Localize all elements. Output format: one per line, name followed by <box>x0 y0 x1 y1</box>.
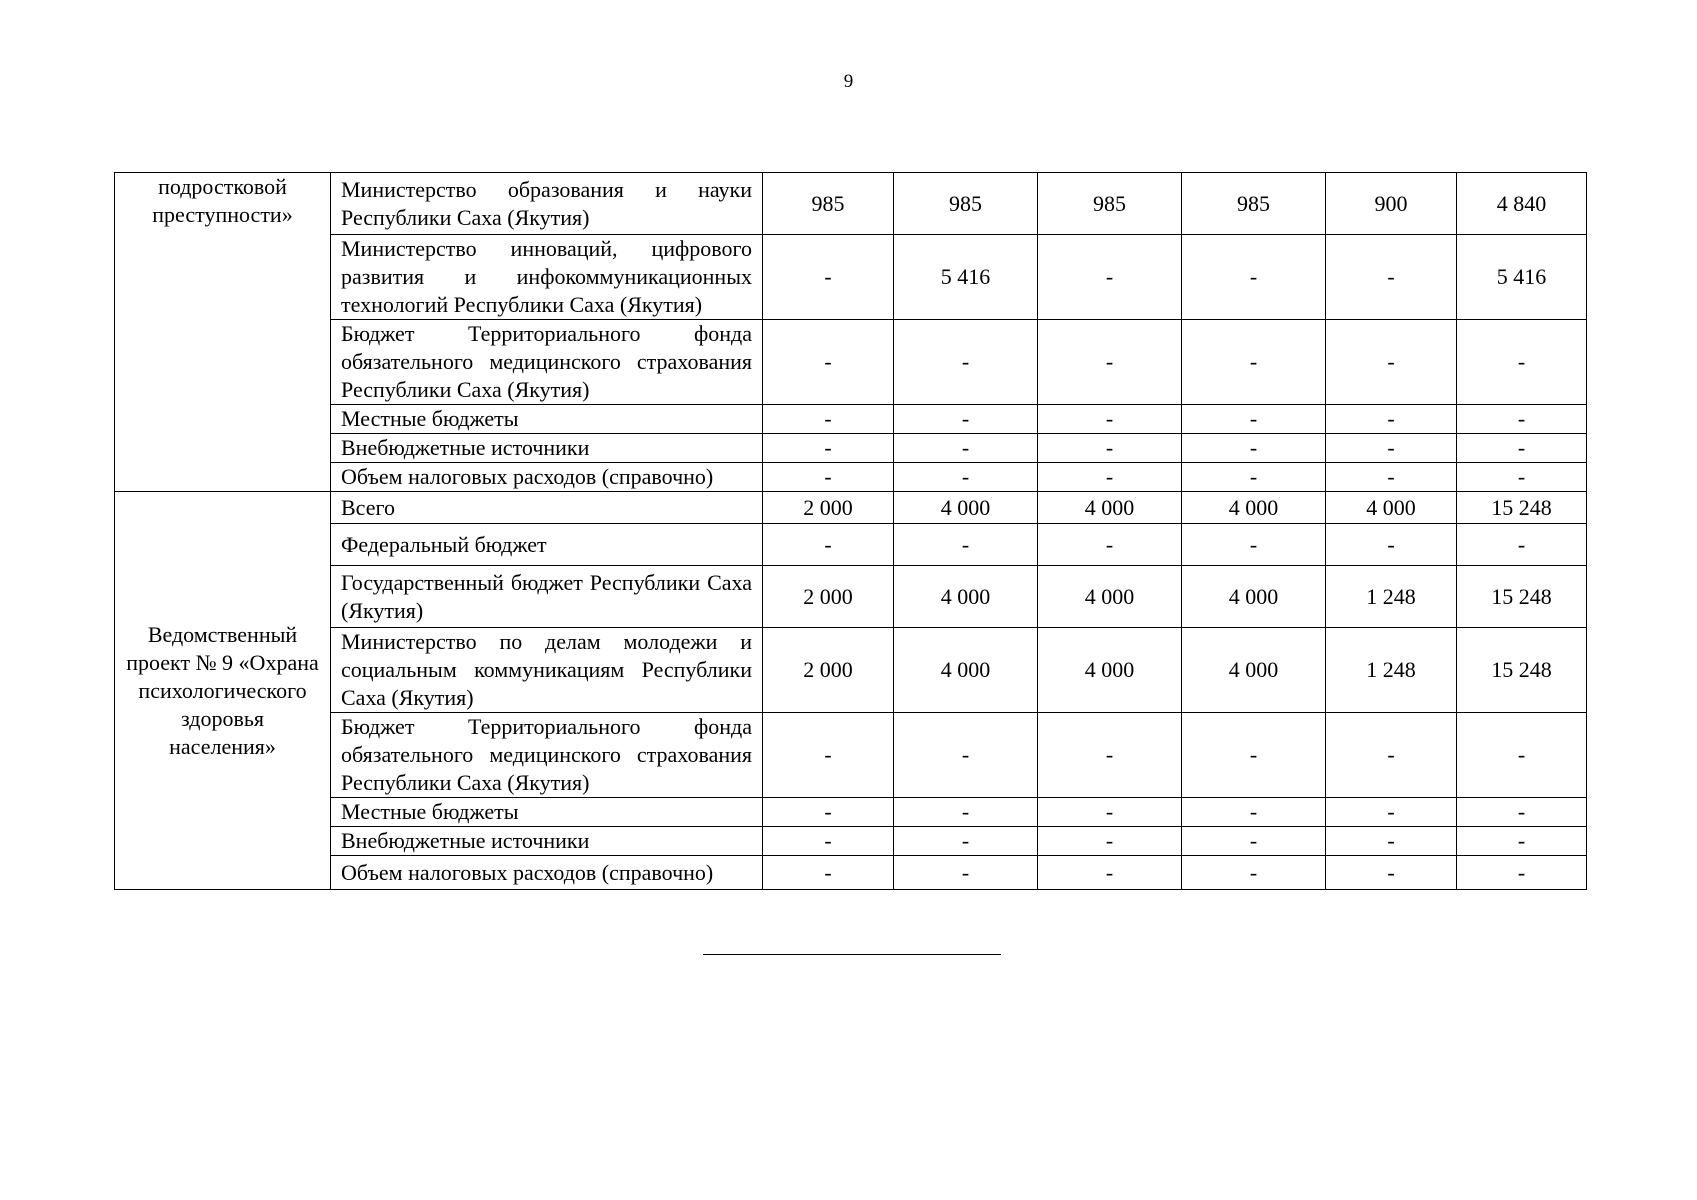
value-cell: 985 <box>1182 173 1326 235</box>
value-cell: - <box>1182 713 1326 798</box>
source-cell: Внебюджетные источники <box>331 434 763 463</box>
value-cell: - <box>763 405 894 434</box>
page-number: 9 <box>843 71 854 92</box>
project-cell: Ведомственный проект № 9 «Охрана психологического здоровья населения» <box>115 492 331 890</box>
table-row <box>115 827 1587 856</box>
value-cell: - <box>1038 463 1182 492</box>
value-cell: - <box>1038 235 1182 320</box>
end-of-document-rule <box>703 954 1001 955</box>
value-cell: - <box>1326 798 1457 827</box>
table-row <box>115 235 1587 320</box>
value-cell: - <box>1326 463 1457 492</box>
value-cell: - <box>1182 405 1326 434</box>
value-cell: - <box>1182 798 1326 827</box>
value-cell: - <box>1326 713 1457 798</box>
value-cell: - <box>1457 827 1587 856</box>
value-cell: - <box>1326 320 1457 405</box>
source-cell: Министерство инноваций, цифрового развития и инфокоммуникационных технологий Республики Саха (Якутия) <box>331 235 763 320</box>
table-row <box>115 173 1587 235</box>
value-cell: 900 <box>1326 173 1457 235</box>
value-cell: - <box>894 713 1038 798</box>
source-cell: Внебюджетные источники <box>331 827 763 856</box>
table-row <box>115 320 1587 405</box>
value-cell: - <box>1038 713 1182 798</box>
value-cell: - <box>1457 713 1587 798</box>
value-cell: - <box>1038 856 1182 890</box>
value-cell: - <box>763 798 894 827</box>
source-cell: Объем налоговых расходов (справочно) <box>331 856 763 890</box>
value-cell: - <box>1038 798 1182 827</box>
value-cell: - <box>763 463 894 492</box>
value-cell: 5 416 <box>1457 235 1587 320</box>
value-cell: 985 <box>763 173 894 235</box>
source-cell: Бюджет Территориального фонда обязательного медицинского страхования Республики Саха (Якутия) <box>331 320 763 405</box>
source-cell: Федеральный бюджет <box>331 524 763 566</box>
table-row <box>115 798 1587 827</box>
value-cell: - <box>1326 827 1457 856</box>
value-cell: - <box>1457 463 1587 492</box>
value-cell: - <box>1182 235 1326 320</box>
value-cell: - <box>763 856 894 890</box>
table-row <box>115 492 1587 524</box>
value-cell: 985 <box>1038 173 1182 235</box>
value-cell: - <box>1326 235 1457 320</box>
value-cell: - <box>763 713 894 798</box>
value-cell: 5 416 <box>894 235 1038 320</box>
value-cell: - <box>763 827 894 856</box>
value-cell: - <box>763 235 894 320</box>
value-cell: 2 000 <box>763 492 894 524</box>
value-cell: - <box>1326 524 1457 566</box>
source-cell: Местные бюджеты <box>331 798 763 827</box>
value-cell: - <box>1457 524 1587 566</box>
value-cell: - <box>894 524 1038 566</box>
table-row <box>115 405 1587 434</box>
value-cell: - <box>1038 320 1182 405</box>
value-cell: 1 248 <box>1326 566 1457 628</box>
source-cell: Объем налоговых расходов (справочно) <box>331 463 763 492</box>
value-cell: - <box>1038 524 1182 566</box>
value-cell: 4 840 <box>1457 173 1587 235</box>
value-cell: - <box>1326 856 1457 890</box>
source-cell: Министерство по делам молодежи и социальным коммуникациям Республики Саха (Якутия) <box>331 628 763 713</box>
value-cell: - <box>1326 405 1457 434</box>
value-cell: - <box>1182 827 1326 856</box>
value-cell: - <box>1182 856 1326 890</box>
value-cell: - <box>1457 798 1587 827</box>
value-cell: 985 <box>894 173 1038 235</box>
value-cell: - <box>1457 434 1587 463</box>
value-cell: 4 000 <box>894 492 1038 524</box>
table-row <box>115 463 1587 492</box>
value-cell: 1 248 <box>1326 628 1457 713</box>
value-cell: - <box>894 798 1038 827</box>
value-cell: - <box>1182 320 1326 405</box>
value-cell: - <box>1326 434 1457 463</box>
value-cell: - <box>1038 827 1182 856</box>
value-cell: 2 000 <box>763 628 894 713</box>
value-cell: - <box>1457 856 1587 890</box>
table-row <box>115 566 1587 628</box>
value-cell: 4 000 <box>894 628 1038 713</box>
value-cell: - <box>763 320 894 405</box>
value-cell: - <box>894 463 1038 492</box>
value-cell: - <box>894 856 1038 890</box>
table-row <box>115 434 1587 463</box>
value-cell: 15 248 <box>1457 628 1587 713</box>
source-cell: Бюджет Территориального фонда обязательного медицинского страхования Республики Саха (Якутия) <box>331 713 763 798</box>
value-cell: 4 000 <box>1326 492 1457 524</box>
value-cell: - <box>894 405 1038 434</box>
value-cell: 4 000 <box>894 566 1038 628</box>
table-row <box>115 856 1587 890</box>
table-row <box>115 524 1587 566</box>
table-row <box>115 628 1587 713</box>
value-cell: - <box>1457 405 1587 434</box>
budget-table <box>114 172 1587 890</box>
value-cell: - <box>1038 405 1182 434</box>
value-cell: 4 000 <box>1182 628 1326 713</box>
value-cell: 2 000 <box>763 566 894 628</box>
project-cell: подростковой преступности» <box>115 173 331 492</box>
value-cell: 15 248 <box>1457 566 1587 628</box>
source-cell: Местные бюджеты <box>331 405 763 434</box>
value-cell: - <box>763 434 894 463</box>
value-cell: 4 000 <box>1038 566 1182 628</box>
value-cell: 4 000 <box>1182 492 1326 524</box>
value-cell: 4 000 <box>1182 566 1326 628</box>
value-cell: - <box>1182 463 1326 492</box>
value-cell: 15 248 <box>1457 492 1587 524</box>
value-cell: - <box>1182 524 1326 566</box>
value-cell: - <box>894 320 1038 405</box>
value-cell: - <box>894 434 1038 463</box>
source-cell: Министерство образования и науки Республики Саха (Якутия) <box>331 173 763 235</box>
source-cell: Государственный бюджет Республики Саха (Якутия) <box>331 566 763 628</box>
value-cell: - <box>1182 434 1326 463</box>
value-cell: - <box>894 827 1038 856</box>
value-cell: - <box>1038 434 1182 463</box>
value-cell: 4 000 <box>1038 492 1182 524</box>
value-cell: - <box>1457 320 1587 405</box>
value-cell: 4 000 <box>1038 628 1182 713</box>
value-cell: - <box>763 524 894 566</box>
table-row <box>115 713 1587 798</box>
source-cell: Всего <box>331 492 763 524</box>
